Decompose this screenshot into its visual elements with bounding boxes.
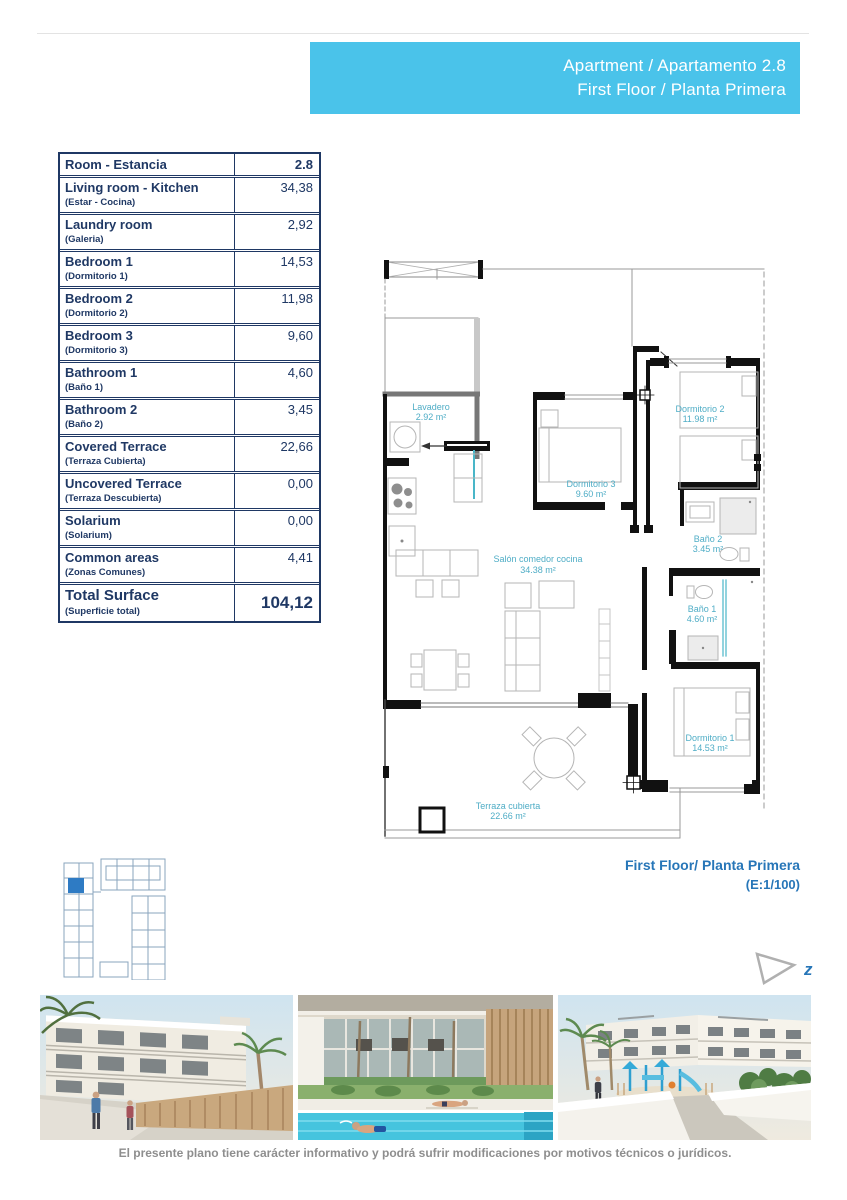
- apartment-title: Apartment / Apartamento 2.8: [563, 56, 786, 75]
- plan-caption-title: First Floor/ Planta Primera: [624, 857, 800, 873]
- room-area-label: 4.60 m²: [686, 614, 718, 624]
- total-value: 104,12: [234, 585, 319, 621]
- toilet: [696, 586, 713, 599]
- room-label: Terraza cubierta: [475, 801, 541, 811]
- room-lavadero: [383, 394, 490, 700]
- room-area-value: 0,00: [234, 511, 319, 545]
- room-label: Dormitorio 3: [566, 479, 616, 489]
- room-name: Bedroom 1: [65, 254, 133, 269]
- total-name: Total Surface: [65, 587, 159, 604]
- room-label: Baño 1: [687, 604, 717, 614]
- room-area-value: 11,98: [234, 289, 319, 323]
- table-header-name: Room - Estancia: [65, 157, 167, 172]
- table-row: [60, 249, 319, 286]
- highlighted-unit: [68, 878, 84, 893]
- area-table: [58, 152, 321, 623]
- page-top-rule: [37, 33, 809, 34]
- plan-caption: [625, 856, 800, 894]
- bed: [539, 428, 621, 482]
- room-bano-2: [669, 490, 760, 576]
- room-name: Uncovered Terrace: [65, 476, 182, 491]
- room-area-value: 22,66: [234, 437, 319, 471]
- room-label: Salón comedor cocina: [493, 554, 583, 564]
- kitchen-fixtures: [388, 478, 478, 597]
- room-name-sub: (Baño 1): [65, 382, 103, 393]
- room-area-label: 3.45 m²: [692, 544, 724, 554]
- room-area-label: 2.92 m²: [415, 412, 447, 422]
- room-name: Solarium: [65, 513, 121, 528]
- room-area-value: 34,38: [234, 178, 319, 212]
- floor-plan: [378, 252, 808, 848]
- table-row: [60, 545, 319, 582]
- north-label: z: [804, 960, 813, 979]
- room-area-value: 4,60: [234, 363, 319, 397]
- room-name-sub: (Zonas Comunes): [65, 567, 146, 578]
- room-name: Living room - Kitchen: [65, 180, 199, 195]
- child-figure: [669, 1082, 676, 1089]
- table-row: [60, 397, 319, 434]
- room-label: Dormitorio 1: [685, 733, 735, 743]
- room-label: Baño 2: [693, 534, 723, 544]
- room-name-sub: (Terraza Cubierta): [65, 456, 146, 467]
- washing-machine: [394, 426, 416, 448]
- table-row: [60, 212, 319, 249]
- pillar: [420, 808, 444, 832]
- key-plan: [55, 852, 180, 980]
- photo-playground-courtyard: [558, 995, 811, 1140]
- room-name: Bathroom 2: [65, 402, 138, 417]
- room-name-sub: (Solarium): [65, 530, 112, 541]
- table-header-value: 2.8: [234, 154, 319, 175]
- round-table: [534, 738, 574, 778]
- pool: [298, 1112, 553, 1140]
- room-area-label: 9.60 m²: [575, 489, 607, 499]
- room-area-value: 4,41: [234, 548, 319, 582]
- room-area-value: 14,53: [234, 252, 319, 286]
- gym-equipment: [356, 1038, 444, 1051]
- room-area-label: 14.53 m²: [692, 743, 728, 753]
- room-dormitorio-1: [642, 567, 760, 794]
- patio-outline: [385, 318, 478, 392]
- room-name-sub: (Estar - Cocina): [65, 197, 136, 208]
- room-name-sub: (Dormitorio 2): [65, 308, 128, 319]
- shower: [720, 498, 756, 534]
- room-area-label: 11.98 m²: [682, 414, 718, 424]
- entry-corridor: [630, 346, 677, 533]
- room-area-label: 22.66 m²: [490, 811, 526, 821]
- stair-hatch: [384, 260, 483, 279]
- room-area-label: 34.38 m²: [520, 565, 556, 575]
- room-area-value: 9,60: [234, 326, 319, 360]
- render-photos: [40, 995, 811, 1140]
- photo-pool-gym: [298, 995, 553, 1140]
- total-name-sub: (Superficie total): [65, 606, 140, 617]
- bed: [680, 436, 758, 488]
- room-name-sub: (Dormitorio 1): [65, 271, 128, 282]
- table-row: [60, 286, 319, 323]
- wood-slat-wall: [486, 1009, 553, 1087]
- sofa-set: [505, 581, 610, 691]
- table-row: [60, 360, 319, 397]
- table-row: [60, 471, 319, 508]
- room-name: Bathroom 1: [65, 365, 138, 380]
- room-area-value: 2,92: [234, 215, 319, 249]
- room-name-sub: (Terraza Descubierta): [65, 493, 162, 504]
- table-row: [60, 175, 319, 212]
- room-name: Laundry room: [65, 217, 153, 232]
- table-row: [60, 434, 319, 471]
- room-name: Bedroom 2: [65, 291, 133, 306]
- north-arrow-icon: [752, 946, 824, 990]
- room-name-sub: (Baño 2): [65, 419, 103, 430]
- room-label: Lavadero: [412, 402, 450, 412]
- room-label: Dormitorio 2: [675, 404, 725, 414]
- table-header-row: [60, 154, 319, 175]
- room-name-sub: (Galeria): [65, 234, 104, 245]
- room-area-value: 0,00: [234, 474, 319, 508]
- table-row: [60, 323, 319, 360]
- terrace-wall: [383, 693, 668, 793]
- table-row: [60, 508, 319, 545]
- header-banner: [310, 42, 800, 114]
- floor-title: First Floor / Planta Primera: [577, 80, 786, 99]
- plan-caption-scale: (E:1/100): [745, 877, 800, 892]
- room-name: Covered Terrace: [65, 439, 167, 454]
- room-name: Bedroom 3: [65, 328, 133, 343]
- photo-exterior-street: [40, 995, 293, 1140]
- table-total-row: [60, 582, 319, 621]
- room-name: Common areas: [65, 550, 159, 565]
- room-area-value: 3,45: [234, 400, 319, 434]
- dining-set: [411, 650, 469, 690]
- disclaimer-text: El presente plano tiene carácter informativo y podrá sufrir modificaciones por motivos técnicos o jurídicos.: [118, 1146, 732, 1160]
- room-name-sub: (Dormitorio 3): [65, 345, 128, 356]
